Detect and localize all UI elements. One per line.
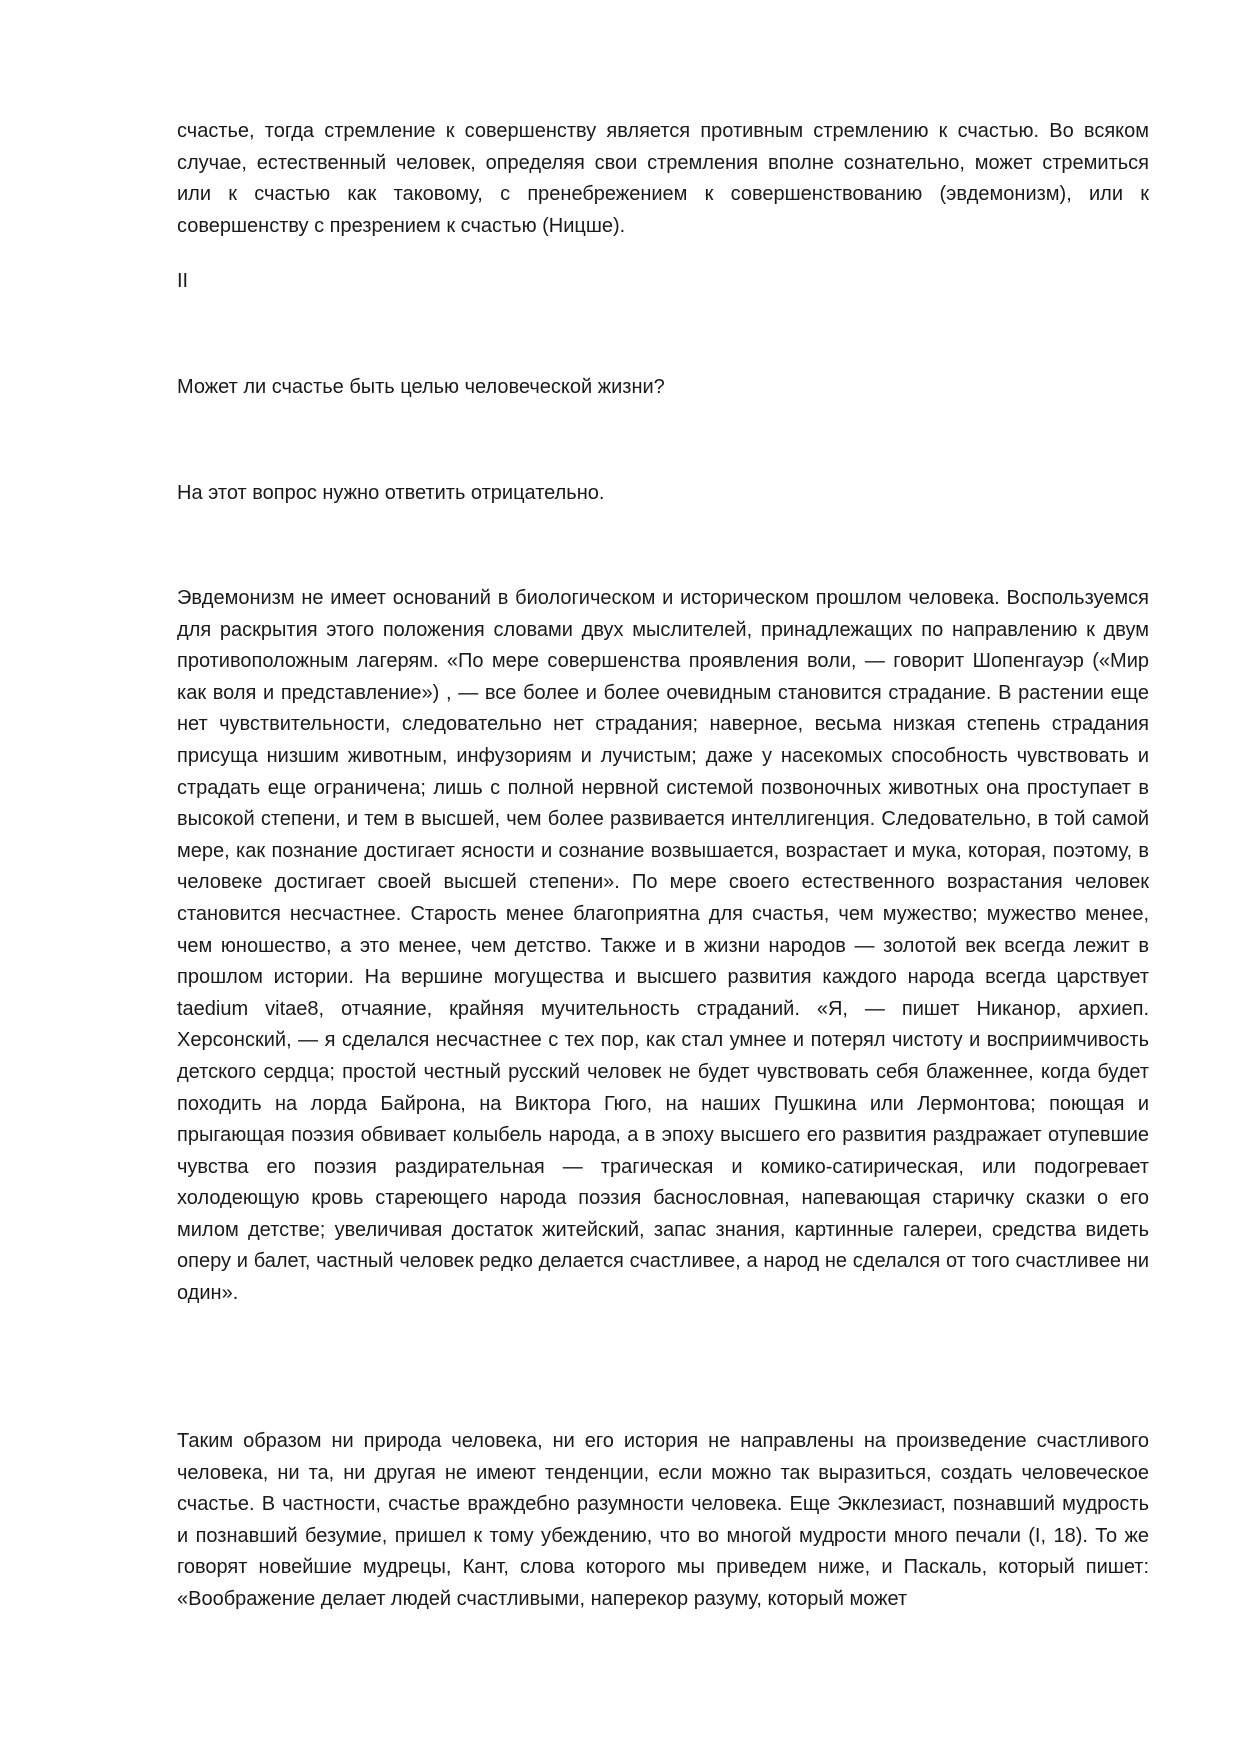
section-question: Может ли счастье быть целью человеческой жизни? xyxy=(177,376,665,398)
paragraph-conclusion: Таким образом ни природа человека, ни его история не направлены на произведение счастливого человека, ни та, ни другая не имеют тенденции, если можно так выразиться, создать человеческое счастье. В частности, счастье враждебно разумности человека. Еще Экклезиаст, познавший мудрость и познавший безумие, пришел к тому убеждению, что во многой мудрости много печали (I, 18). То же говорят новейшие мудрецы, Кант, слова которого мы приведем ниже, и Паскаль, который пишет: «Воображение делает людей счастливыми, наперекор разуму, который может xyxy=(177,1430,1149,1610)
paragraph-eudaemonism: Эвдемонизм не имеет оснований в биологическом и историческом прошлом человека. Воспользуемся для раскрытия этого положения словами двух мыслителей, принадлежащих по направлению к двум противоположным лагерям. «По мере совершенства проявления воли, — говорит Шопенгауэр («Мир как воля и представление») , — все более и более очевидным становится страдание. В растении еще нет чувствительности, следовательно нет страдания; наверное, весьма низкая степень страдания присуща низшим животным, инфузориям и лучистым; даже у насекомых способность чувствовать и страдать еще ограничена; лишь с полной нервной системой позвоночных животных она проступает в высокой степени, и тем в высшей, чем более развивается интеллигенция. Следовательно, в той самой мере, как познание достигает ясности и сознание возвышается, возрастает и мука, которая, поэтому, в человеке достигает своей высшей степени». По мере своего естественного возрастания человек становится несчастнее. Старость менее благоприятна для счастья, чем мужество; мужество менее, чем юношество, а это менее, чем детство. Также и в жизни народов — золотой век всегда лежит в прошлом истории. На вершине могущества и высшего развития каждого народа всегда царствует taedium vitae8, отчаяние, крайняя мучительность страданий. «Я, — пишет Никанор, архиеп. Херсонский, — я сделался несчастнее с тех пор, как стал умнее и потерял чистоту и восприимчивость детского сердца; простой честный русский человек не будет чувствовать себя блаженнее, когда будет походить на лорда Байрона, на Виктора Гюго, на наших Пушкина или Лермонтова; поющая и прыгающая поэзия обвивает колыбель народа, а в эпоху высшего его развития раздражает отупевшие чувства его поэзия раздирательная — трагическая и комико-сатирическая, или подогревает холодеющую кровь стареющего народа поэзия баснословная, напевающая старичку сказки о его милом детстве; увеличивая достаток житейский, запас знания, картинные галереи, средства видеть оперу и балет, частный человек редко делается счастливее, а народ не сделался от того счастливее ни один». xyxy=(177,587,1149,1305)
section-number: II xyxy=(177,270,189,292)
paragraph-continuation: счастье, тогда стремление к совершенству является противным стремлению к счастью. Во всяком случае, естественный человек, определяя свои стремления вполне сознательно, может стремиться или к счастью как таковому, с пренебрежением к совершенствованию (эвдемонизм), или к совершенству с презрением к счастью (Ницше). xyxy=(177,120,1149,237)
section-answer: На этот вопрос нужно ответить отрицательно. xyxy=(177,482,605,504)
